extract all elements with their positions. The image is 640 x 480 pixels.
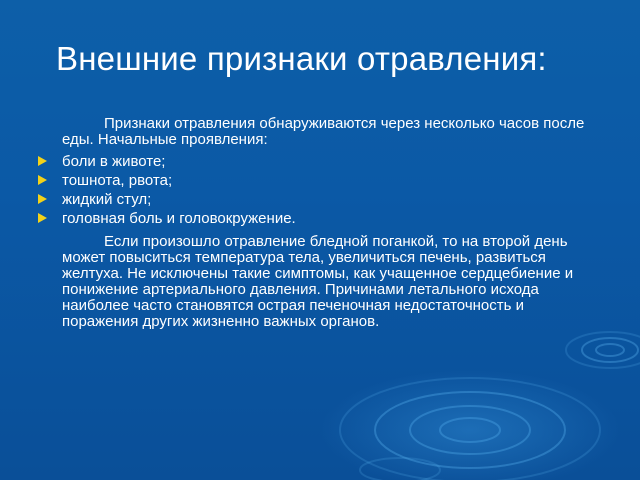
symptom-text: жидкий стул; — [62, 191, 152, 208]
symptom-text: головная боль и головокружение. — [62, 210, 296, 227]
yellow-arrow-bullet-icon — [38, 175, 47, 185]
list-item — [38, 171, 604, 190]
list-item — [38, 209, 604, 228]
slide-title: Внешние признаки отравления: — [56, 40, 547, 77]
yellow-arrow-bullet-icon — [38, 194, 47, 204]
list-item — [38, 190, 604, 209]
intro-paragraph: Признаки отравления обнаруживаются через несколько часов после еды. Начальные проявления: — [62, 115, 585, 148]
symptom-text: тошнота, рвота; — [62, 172, 173, 189]
yellow-arrow-bullet-icon — [38, 156, 47, 166]
slide-body — [38, 116, 604, 334]
list-item — [38, 152, 604, 171]
symptom-list — [38, 152, 604, 228]
yellow-arrow-bullet-icon — [38, 213, 47, 223]
details-paragraph: Если произошло отравление бледной поганкой, то на второй день может повыситься температура тела, увеличиться печень, развиться желтуха. Не исключены такие симптомы, как учащенное сердцебиение и понижение артериального давления. Причинами летального исхода наиболее часто становятся острая печеночная недостаточность и поражения других жизненно важных органов. — [62, 233, 574, 330]
symptom-text: боли в животе; — [62, 153, 166, 170]
